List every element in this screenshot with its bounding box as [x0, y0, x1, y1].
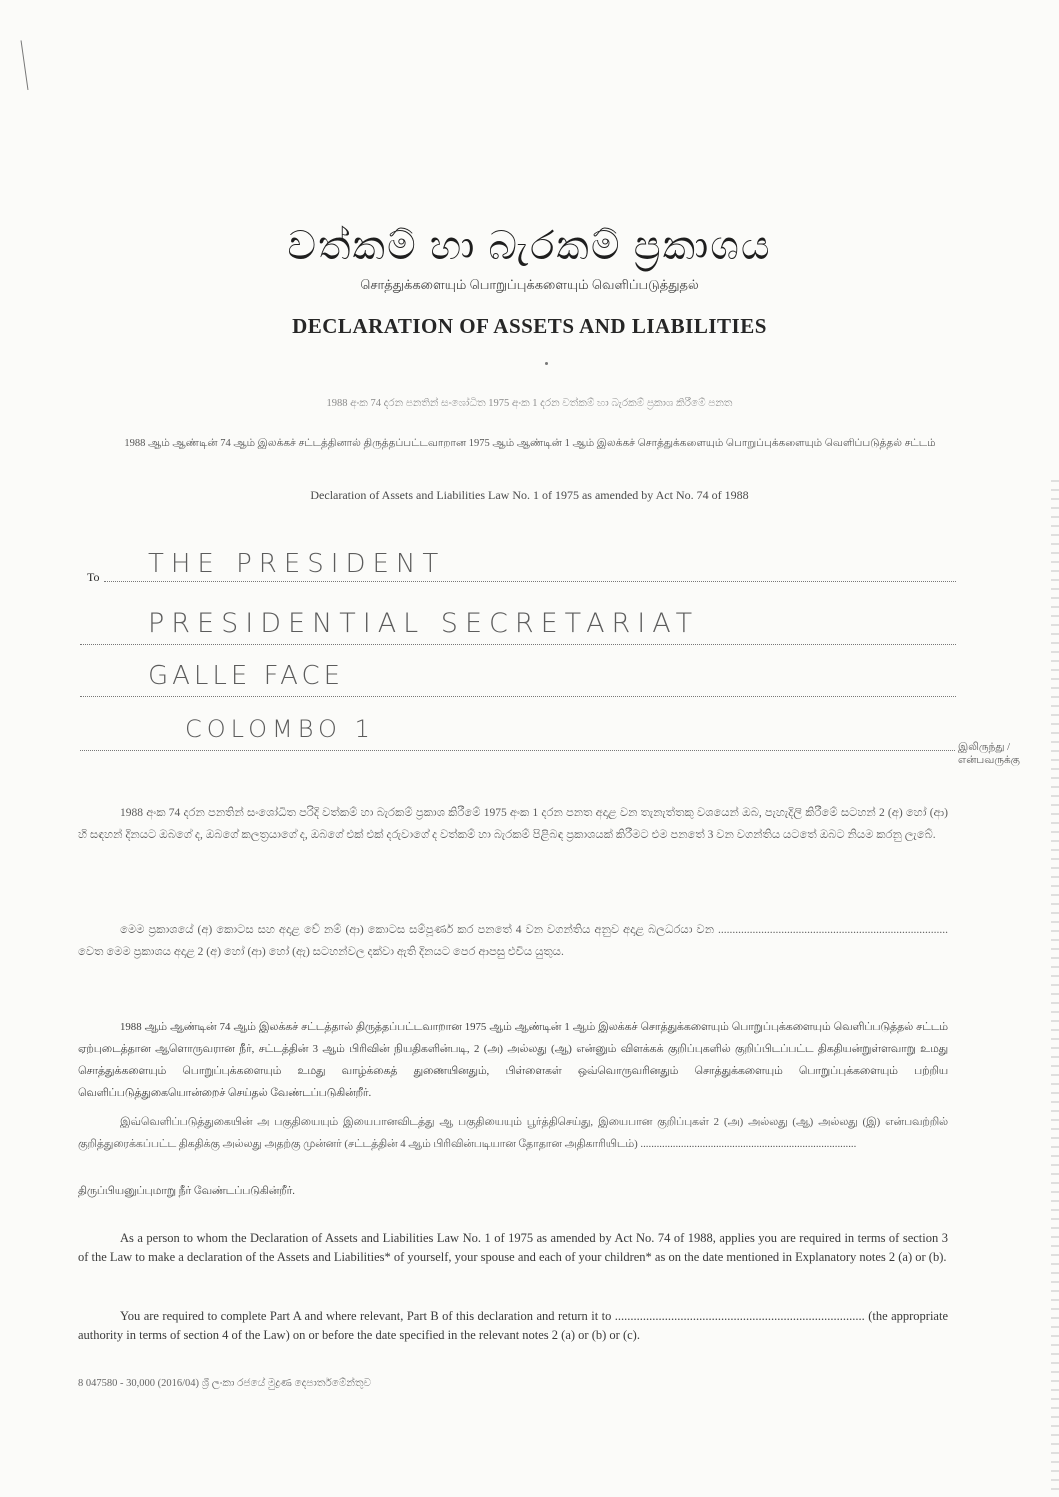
- address-handwriting-4: COLOMBO 1: [185, 715, 375, 743]
- paragraph-tamil-2: இவ்வெளிப்படுத்துகையின் அ பகுதியையும் இயைபானவிடத்து ஆ பகுதியையும் பூர்த்திசெய்து, இயைபான குறிப்புகள் 2 (அ) அல்லது (ஆ) அல்லது (இ) என்பவற்றில் குறித்துரைக்கப்பட்ட திகதிக்கு அல்லது அதற்கு முன்னர் (சட்டத்தின் 4 ஆம் பிரிவின்படியான தோதான அதிகாரியிடம்) ................................................................................: [78, 1116, 948, 1150]
- law-reference-sinhala: 1988 අංක 74 දරන පනතින් සංශෝධිත 1975 අංක 1 දරන වත්කම් හා බැරකම් ප්‍රකාශ කිරීමේ පනත: [326, 398, 733, 409]
- address-line-1: [104, 581, 956, 582]
- address-handwriting-2: PRESIDENTIAL SECRETARIAT: [148, 608, 700, 639]
- paragraph-english-1: As a person to whom the Declaration of Assets and Liabilities Law No. 1 of 1975 as amended by Act No. 74 of 1988, applies you are required in terms of section 3 of the Law to make a declaration of the Assets and Liabilities* of yourself, your spouse and each of your children* as on the date mentioned in Explanatory notes 2 (a) or (b).: [78, 1231, 948, 1264]
- separator-dot: [545, 362, 548, 365]
- law-reference-english: Declaration of Assets and Liabilities Law No. 1 of 1975 as amended by Act No. 74 of 1988: [310, 488, 749, 502]
- paragraph-tamil-1: 1988 ஆம் ஆண்டின் 74 ஆம் இலக்கச் சட்டத்தால் திருத்தப்பட்டவாறான 1975 ஆம் ஆண்டின் 1 ஆம் இலக்கச் சொத்துக்களையும் பொறுப்புக்களையும் வெளிப்படுத்தல் சட்டம் ஏற்புடைத்தான ஆளொருவரான நீர், சட்டத்தின் 3 ஆம் பிரிவின் நியதிகளின்படி, 2 (அ) அல்லது (ஆ) என்னும் விளக்கக் குறிப்புகளில் குறிப்பிடப்பட்ட திகதியன்றுள்ளவாறு உமது சொத்துக்களையும் பொறுப்புக்களையும் உமது வாழ்க்கைத் துணையினதும், பிள்ளைகள் ஒவ்வொருவரினதும் சொத்துக்களையும் பொறுப்புக்களையும் பற்றிய வெளிப்படுத்துகையொன்றைச் செய்தல் வேண்டப்படுகின்றீர்.: [78, 1021, 948, 1099]
- title-tamil: சொத்துக்களையும் பொறுப்புக்களையும் வெளிப்படுத்துதல்: [360, 277, 699, 292]
- law-reference-tamil: 1988 ஆம் ஆண்டின் 74 ஆம் இலக்கச் சட்டத்தினால் திருத்தப்பட்டவாறான 1975 ஆம் ஆண்டின் 1 ஆம் இலக்கச் சொத்துக்களையும் பொறுப்புக்களையும் வெளிப்படுத்தல் சட்டம்: [124, 438, 936, 449]
- pen-mark: [21, 40, 32, 90]
- address-line-2: [80, 644, 956, 645]
- address-line-3: [80, 696, 956, 697]
- title-sinhala: වත්කම් හා බැරකම් ප්‍රකාශය: [287, 223, 772, 268]
- address-line-4: [80, 750, 955, 751]
- paragraph-tamil-3: திருப்பியனுப்புமாறு நீர் வேண்டப்படுகின்றீர்.: [78, 1185, 295, 1197]
- address-suffix-tamil: இலிருந்து / என்பவருக்கு: [958, 742, 1020, 766]
- print-code-footer: 8 047580 - 30,000 (2016/04) ශ්‍රී ලංකා රජයේ මුද්‍රණ දෙපාර්තමේන්තුව: [78, 1378, 372, 1389]
- address-handwriting-3: GALLE FACE: [148, 661, 345, 691]
- paragraph-english-2: You are required to complete Part A and where relevant, Part B of this declaration and return it to ................................................................................ (the appropriate authority in terms of section 4 of the Law) on or before the date specified in the relevant notes 2 (a) or (b) or (c).: [78, 1309, 948, 1342]
- title-english: DECLARATION OF ASSETS AND LIABILITIES: [292, 314, 767, 338]
- paragraph-sinhala-1: 1988 අංක 74 දරන පනතින් සංශෝධිත පරිදි වත්කම් හා බැරකම් ප්‍රකාශ කිරීමේ 1975 අංක 1 දරන පනත අදාළ වන තැනැත්තකු වශයෙන් ඔබ, පැහැදිලි කිරීමේ සටහන් 2 (අ) හෝ (ආ) හි සඳහන් දිනයට ඔබගේ ද, ඔබගේ කලත්‍රයාගේ ද, ඔබගේ එක් එක් දරුවාගේ ද වත්කම් හා බැරකම් පිළිබඳ ප්‍රකාශයක් කිරීමට එම පනතේ 3 වන වගන්තිය යටතේ ඔබට නියම කරනු ලැබේ.: [78, 807, 948, 841]
- address-handwriting-1: THE PRESIDENT: [148, 549, 446, 579]
- to-label: To: [87, 570, 100, 584]
- scan-edge-artifact: [1051, 480, 1059, 1497]
- paragraph-sinhala-2: මෙම ප්‍රකාශයේ (අ) කොටස සහ අදාළ වේ නම් (ආ) කොටස සම්පූර්ණ කර පනතේ 4 වන වගන්තිය අනුව අදාළ බලධරයා වන ................................................................................ වෙත මෙම ප්‍රකාශය අදාළ 2 (අ) හෝ (ආ) හෝ (ඇ) සටහන්වල දක්වා ඇති දිනයට පෙර ආපසු එවිය යුතුය.: [78, 924, 948, 958]
